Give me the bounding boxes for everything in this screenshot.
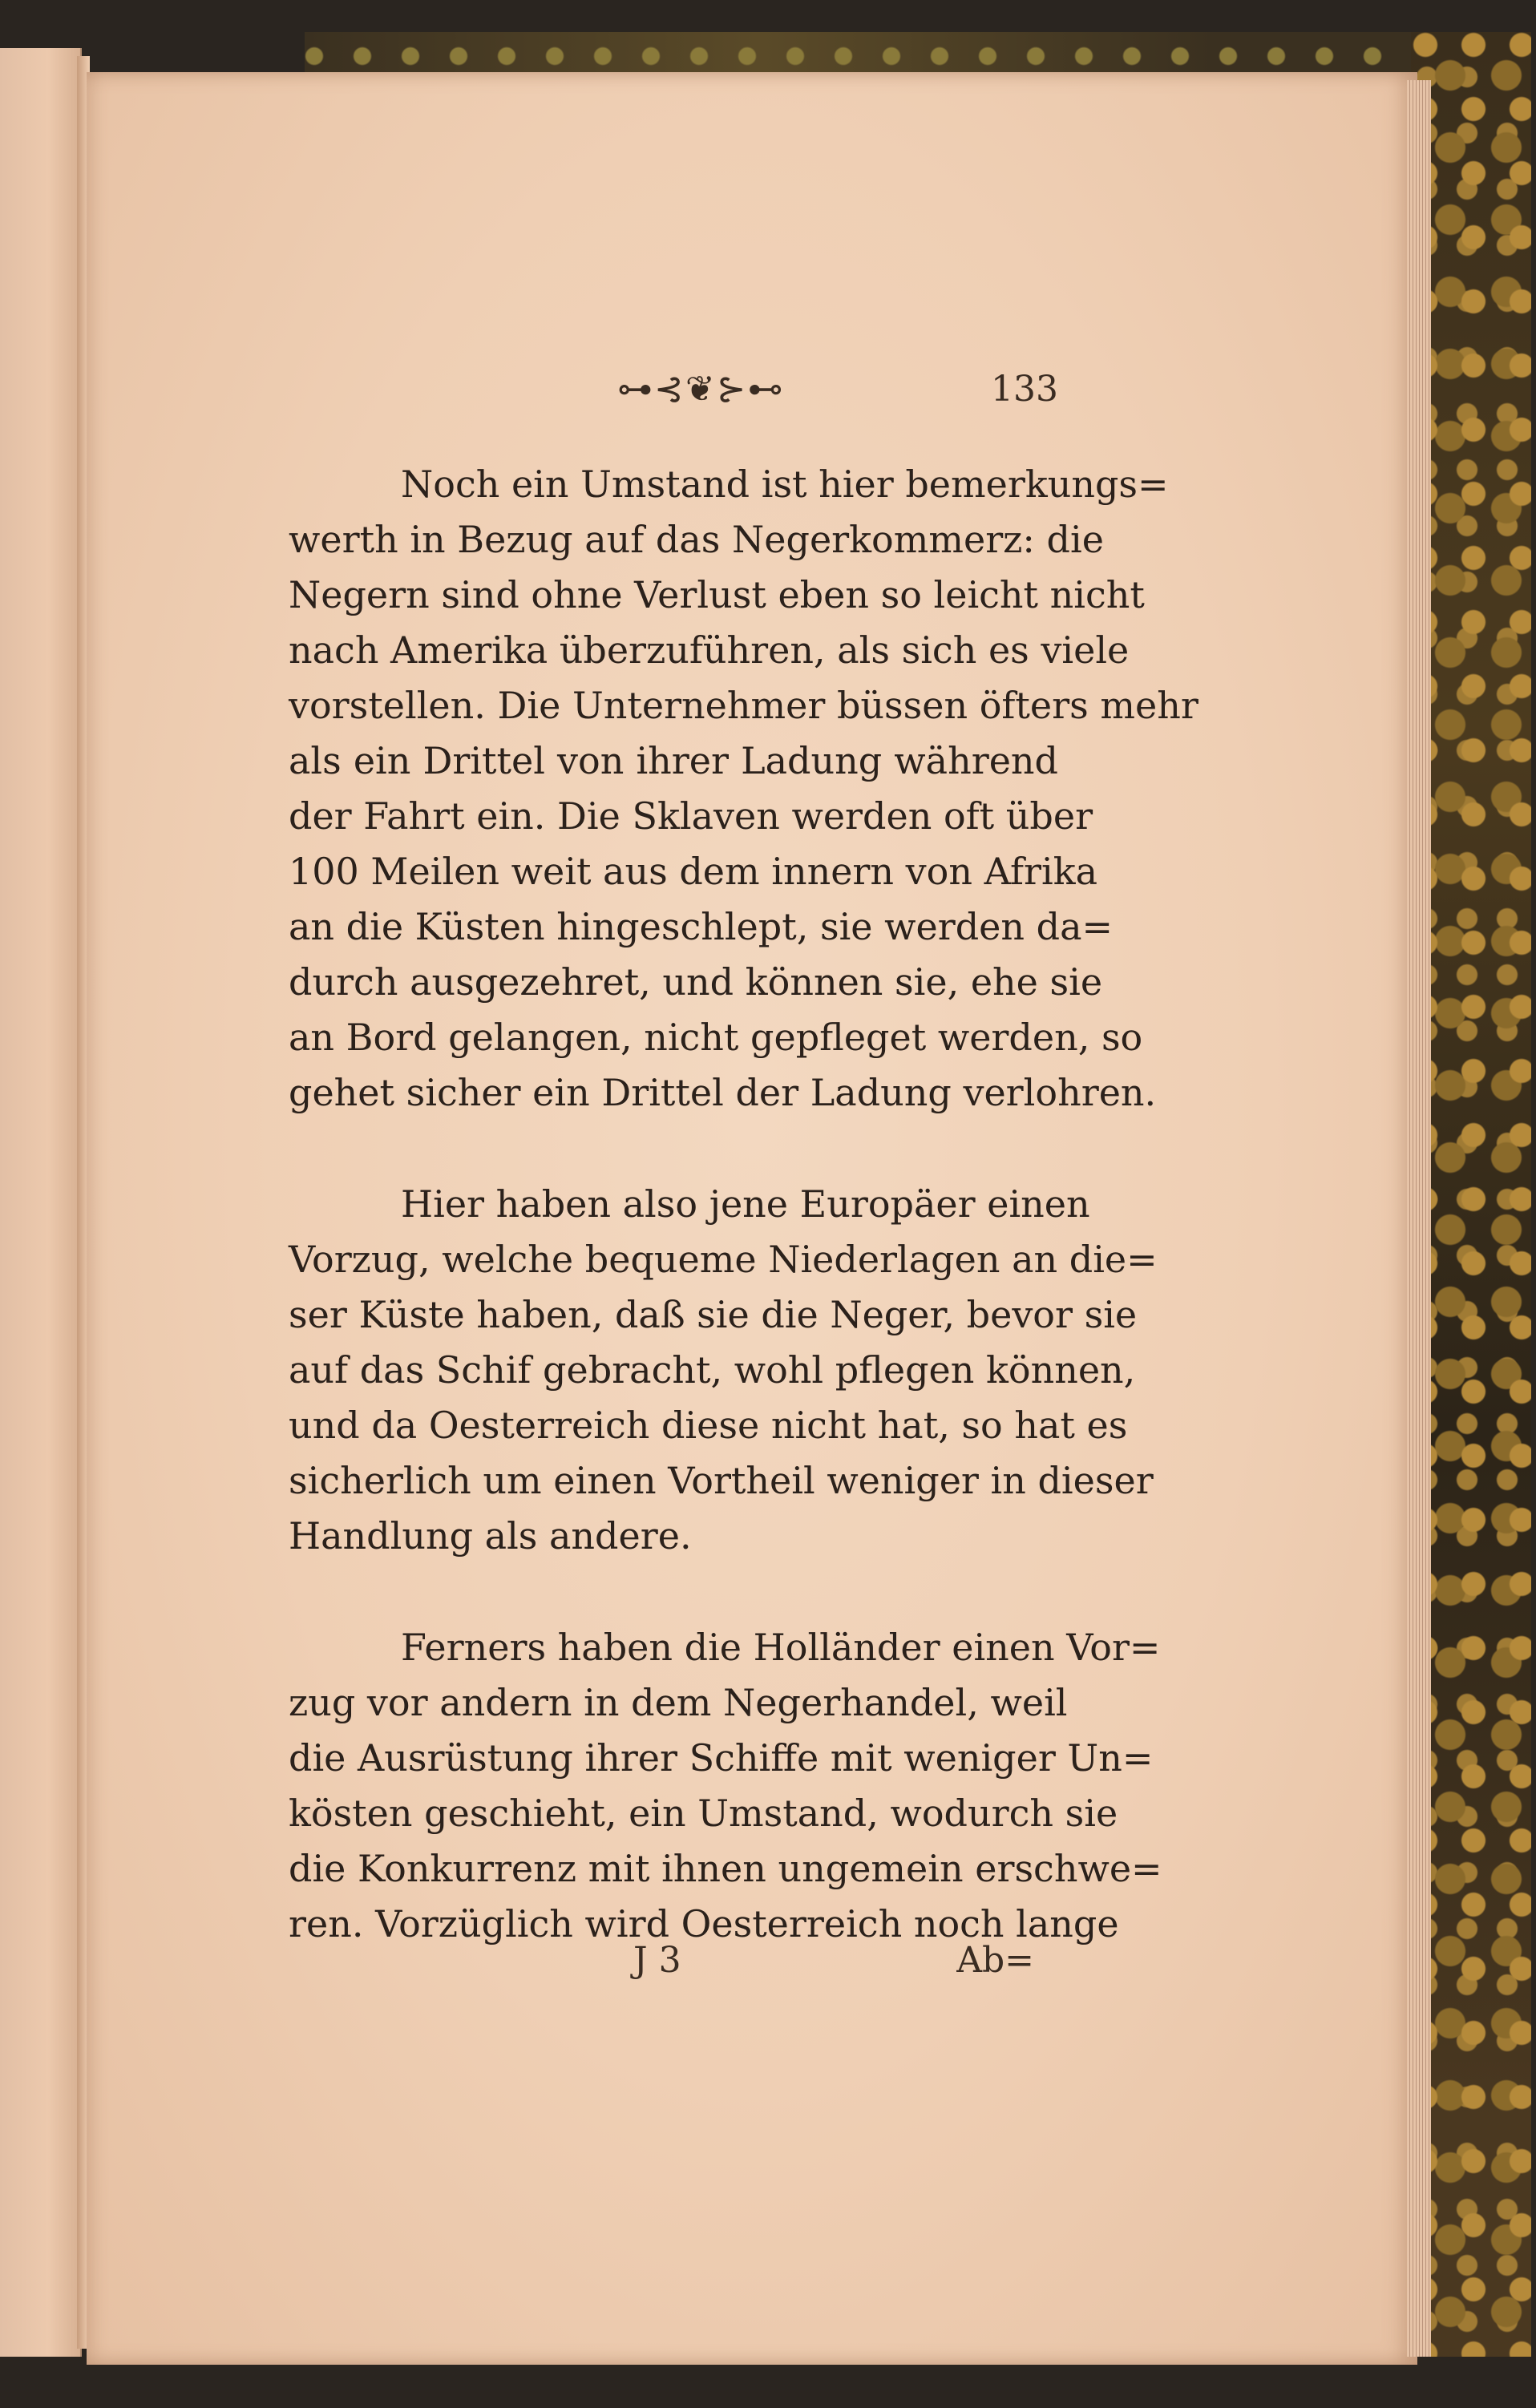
text-line: an die Küsten hingeschlept, sie werden da=	[289, 905, 1114, 948]
text-line: nach Amerika überzuführen, als sich es viele	[289, 628, 1130, 672]
text-line: vorstellen. Die Unternehmer büssen öfters mehr	[289, 684, 1198, 727]
paragraph-1	[289, 457, 1198, 1121]
running-head	[289, 369, 1058, 417]
text-line: ser Küste haben, daß sie die Neger, bevor sie	[289, 1293, 1138, 1336]
text-line: kösten geschieht, ein Umstand, wodurch sie	[289, 1792, 1118, 1835]
text-line: 100 Meilen weit aus dem innern von Afrika	[289, 850, 1098, 893]
text-line: Noch ein Umstand ist hier bemerkungs=	[401, 463, 1169, 506]
text-line: Handlung als andere.	[289, 1514, 692, 1558]
paragraph-3	[289, 1620, 1162, 1952]
text-line: Negern sind ohne Verlust eben so leicht nicht	[289, 573, 1145, 616]
text-line: sicherlich um einen Vortheil weniger in dieser	[289, 1459, 1154, 1502]
text-line: gehet sicher ein Drittel der Ladung verlohren.	[289, 1071, 1157, 1114]
text-line: als ein Drittel von ihrer Ladung während	[289, 739, 1058, 782]
catchword: Ab=	[956, 1940, 1034, 1981]
text-line: an Bord gelangen, nicht gepfleget werden, so	[289, 1016, 1143, 1059]
text-line: Hier haben also jene Europäer einen	[401, 1182, 1090, 1226]
text-line: die Ausrüstung ihrer Schiffe mit weniger Un=	[289, 1736, 1154, 1780]
text-line: auf das Schif gebracht, wohl pflegen können,	[289, 1348, 1136, 1392]
text-line: und da Oesterreich diese nicht hat, so hat es	[289, 1404, 1128, 1447]
signature-mark: J 3	[633, 1940, 681, 1981]
text-line: durch ausgezehret, und können sie, ehe sie	[289, 960, 1103, 1004]
text-line: Ferners haben die Holländer einen Vor=	[401, 1626, 1161, 1669]
page-number: 133	[991, 369, 1058, 410]
header-ornament: ⊶⊰❦⊱⊷	[617, 369, 785, 410]
text-line: werth in Bezug auf das Negerkommerz: die	[289, 518, 1104, 561]
text-line: der Fahrt ein. Die Sklaven werden oft über	[289, 794, 1093, 838]
text-line: die Konkurrenz mit ihnen ungemein erschwe=	[289, 1847, 1162, 1890]
facing-page-edge	[0, 48, 82, 2357]
text-line: zug vor andern in dem Negerhandel, weil	[289, 1681, 1068, 1724]
text-line: Vorzug, welche bequeme Niederlagen an die=	[289, 1238, 1158, 1281]
body-text	[289, 457, 1198, 2008]
paragraph-2	[289, 1177, 1158, 1564]
page-stack-edges	[1407, 80, 1431, 2357]
text-line: ren. Vorzüglich wird Oesterreich noch lange	[289, 1902, 1119, 1945]
page-footer	[289, 1940, 1058, 1996]
